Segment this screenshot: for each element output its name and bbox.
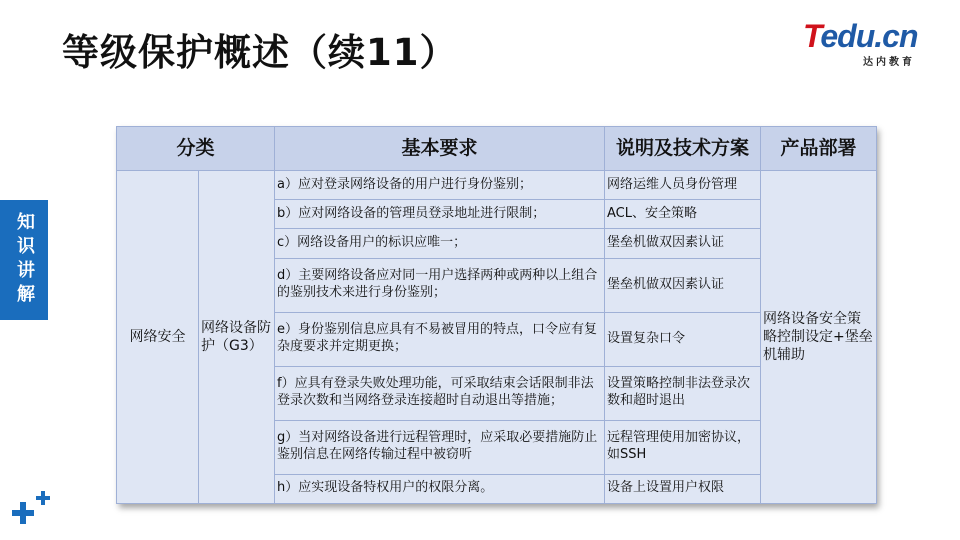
header-deployment: 产品部署: [761, 127, 877, 171]
requirement-cell: b）应对网络设备的管理员登录地址进行限制；: [275, 200, 605, 229]
header-requirements: 基本要求: [275, 127, 605, 171]
deployment-cell: 网络设备安全策略控制设定+堡垒机辅助: [761, 171, 877, 504]
logo-subtitle: 达内教育: [863, 57, 915, 68]
requirement-cell: e）身份鉴别信息应具有不易被冒用的特点，口令应有复杂度要求并定期更换；: [275, 312, 605, 366]
requirement-cell: f）应具有登录失败处理功能，可采取结束会话限制非法登录次数和当网络登录连接超时自动退出等措施；: [275, 366, 605, 420]
solution-cell: 远程管理使用加密协议，如SSH: [605, 420, 761, 474]
plus-decoration-icon: [8, 484, 58, 534]
solution-cell: 设备上设置用户权限: [605, 474, 761, 503]
requirement-cell: g）当对网络设备进行远程管理时，应采取必要措施防止鉴别信息在网络传输过程中被窃听: [275, 420, 605, 474]
header-category: 分类: [117, 127, 275, 171]
section-tab: 知识讲解: [0, 200, 48, 320]
solution-cell: 堡垒机做双因素认证: [605, 229, 761, 258]
requirement-cell: c）网络设备用户的标识应唯一；: [275, 229, 605, 258]
requirement-cell: h）应实现设备特权用户的权限分离。: [275, 474, 605, 503]
solution-cell: 设置复杂口令: [605, 312, 761, 366]
solution-cell: 设置策略控制非法登录次数和超时退出: [605, 366, 761, 420]
table-row: [117, 171, 877, 200]
category-device-protection: 网络设备防护（G3）: [199, 171, 275, 504]
table-header-row: [117, 127, 877, 171]
logo-wordmark: Tedu.cn: [803, 18, 918, 54]
slide-title: 等级保护概述（续11）: [62, 31, 458, 74]
solution-cell: ACL、安全策略: [605, 200, 761, 229]
category-network-security: 网络安全: [117, 171, 199, 504]
requirement-cell: d）主要网络设备应对同一用户选择两种或两种以上组合的鉴别技术来进行身份鉴别；: [275, 258, 605, 312]
solution-cell: 堡垒机做双因素认证: [605, 258, 761, 312]
header-solution: 说明及技术方案: [605, 127, 761, 171]
solution-cell: 网络运维人员身份管理: [605, 171, 761, 200]
requirement-cell: a）应对登录网络设备的用户进行身份鉴别；: [275, 171, 605, 200]
tedu-logo: [803, 18, 943, 70]
requirements-table: [116, 126, 876, 504]
